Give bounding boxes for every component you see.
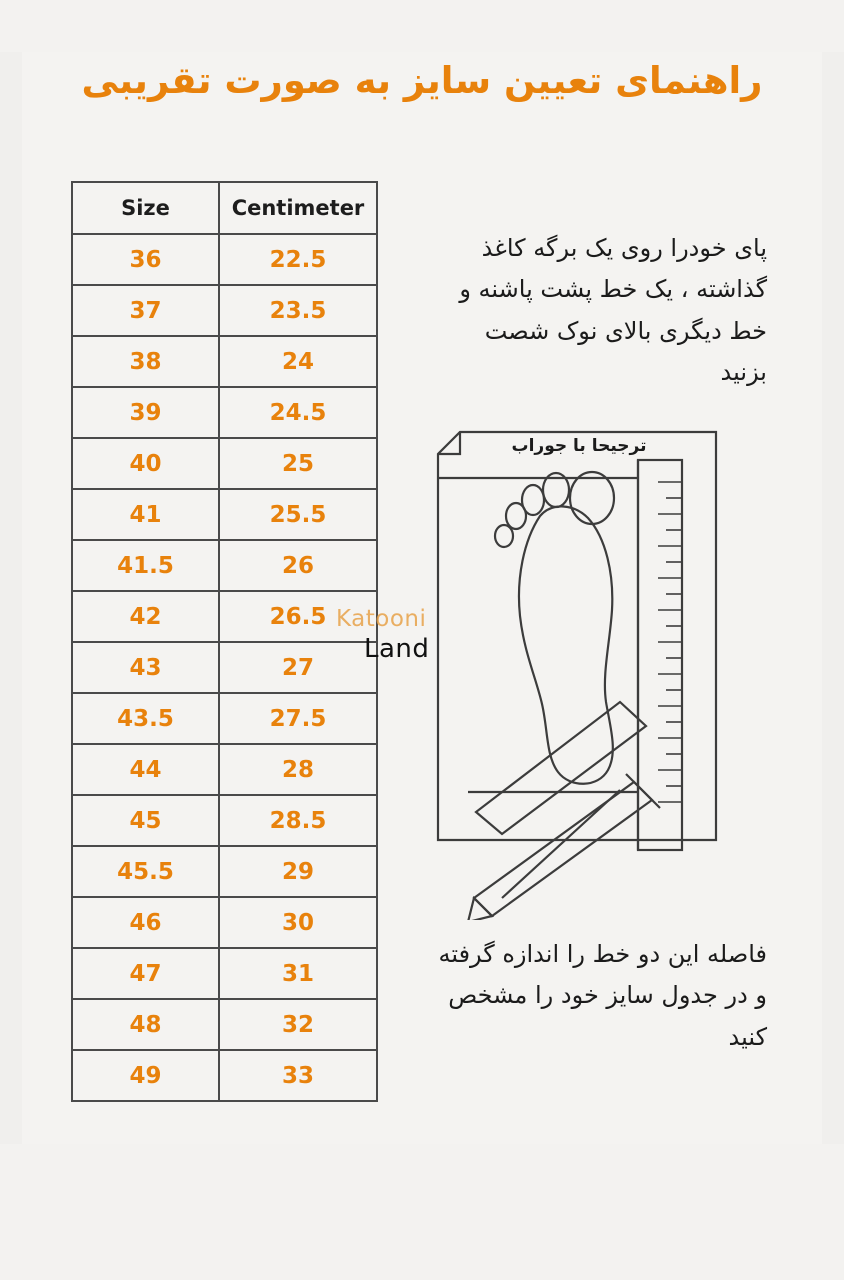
cell-centimeter: 23.5 [219,285,377,336]
cell-size: 43.5 [72,693,219,744]
cell-size: 49 [72,1050,219,1101]
cell-size: 40 [72,438,219,489]
table-row [72,846,377,897]
cell-size: 43 [72,642,219,693]
cell-centimeter: 22.5 [219,234,377,285]
cell-size: 41.5 [72,540,219,591]
table-header-row [72,182,377,234]
cell-size: 41 [72,489,219,540]
cell-size: 36 [72,234,219,285]
watermark-line-2: Land [364,634,430,664]
watermark-line-1: Katooni [336,606,427,632]
table-row [72,948,377,999]
table-row [72,999,377,1050]
cell-centimeter: 32 [219,999,377,1050]
cell-centimeter: 27 [219,642,377,693]
cell-centimeter: 26.5 [219,591,377,642]
table-row [72,285,377,336]
table-row [72,591,377,642]
cell-centimeter: 28 [219,744,377,795]
cell-centimeter: 24.5 [219,387,377,438]
cell-size: 44 [72,744,219,795]
cell-centimeter: 25 [219,438,377,489]
table-header-centimeter: Centimeter [219,182,377,234]
cell-size: 46 [72,897,219,948]
foot-measure-illustration [420,420,740,920]
table-row [72,234,377,285]
cell-centimeter: 25.5 [219,489,377,540]
cell-centimeter: 29 [219,846,377,897]
table-row [72,744,377,795]
table-row [72,387,377,438]
cell-size: 42 [72,591,219,642]
size-chart-table [71,181,378,1102]
cell-centimeter: 30 [219,897,377,948]
instructions-top: پای خودرا روی یک برگه کاغذ گذاشته ، یک خط پشت پاشنه و خط دیگری بالای نوک شصت بزنید [459,234,767,386]
cell-size: 48 [72,999,219,1050]
cell-size: 37 [72,285,219,336]
cell-size: 47 [72,948,219,999]
top-margin-band [0,0,844,52]
cell-centimeter: 27.5 [219,693,377,744]
cell-size: 45.5 [72,846,219,897]
table-row [72,642,377,693]
cell-size: 38 [72,336,219,387]
cell-size: 45 [72,795,219,846]
bottom-margin-band [0,1144,844,1280]
cell-size: 39 [72,387,219,438]
cell-centimeter: 28.5 [219,795,377,846]
table-header-size: Size [72,182,219,234]
table-row [72,897,377,948]
table-row [72,489,377,540]
cell-centimeter: 33 [219,1050,377,1101]
sock-note-label: ترجیحا با جوراب [511,436,647,456]
table-row [72,540,377,591]
cell-centimeter: 26 [219,540,377,591]
table-row [72,1050,377,1101]
table-row [72,795,377,846]
table-row [72,693,377,744]
cell-centimeter: 24 [219,336,377,387]
cell-centimeter: 31 [219,948,377,999]
page-title: راهنمای تعیین سایز به صورت تقریبی [81,59,763,102]
table-row [72,438,377,489]
instructions-bottom: فاصله این دو خط را اندازه گرفته و در جدول سایز خود را مشخص کنید [438,940,767,1051]
table-row [72,336,377,387]
